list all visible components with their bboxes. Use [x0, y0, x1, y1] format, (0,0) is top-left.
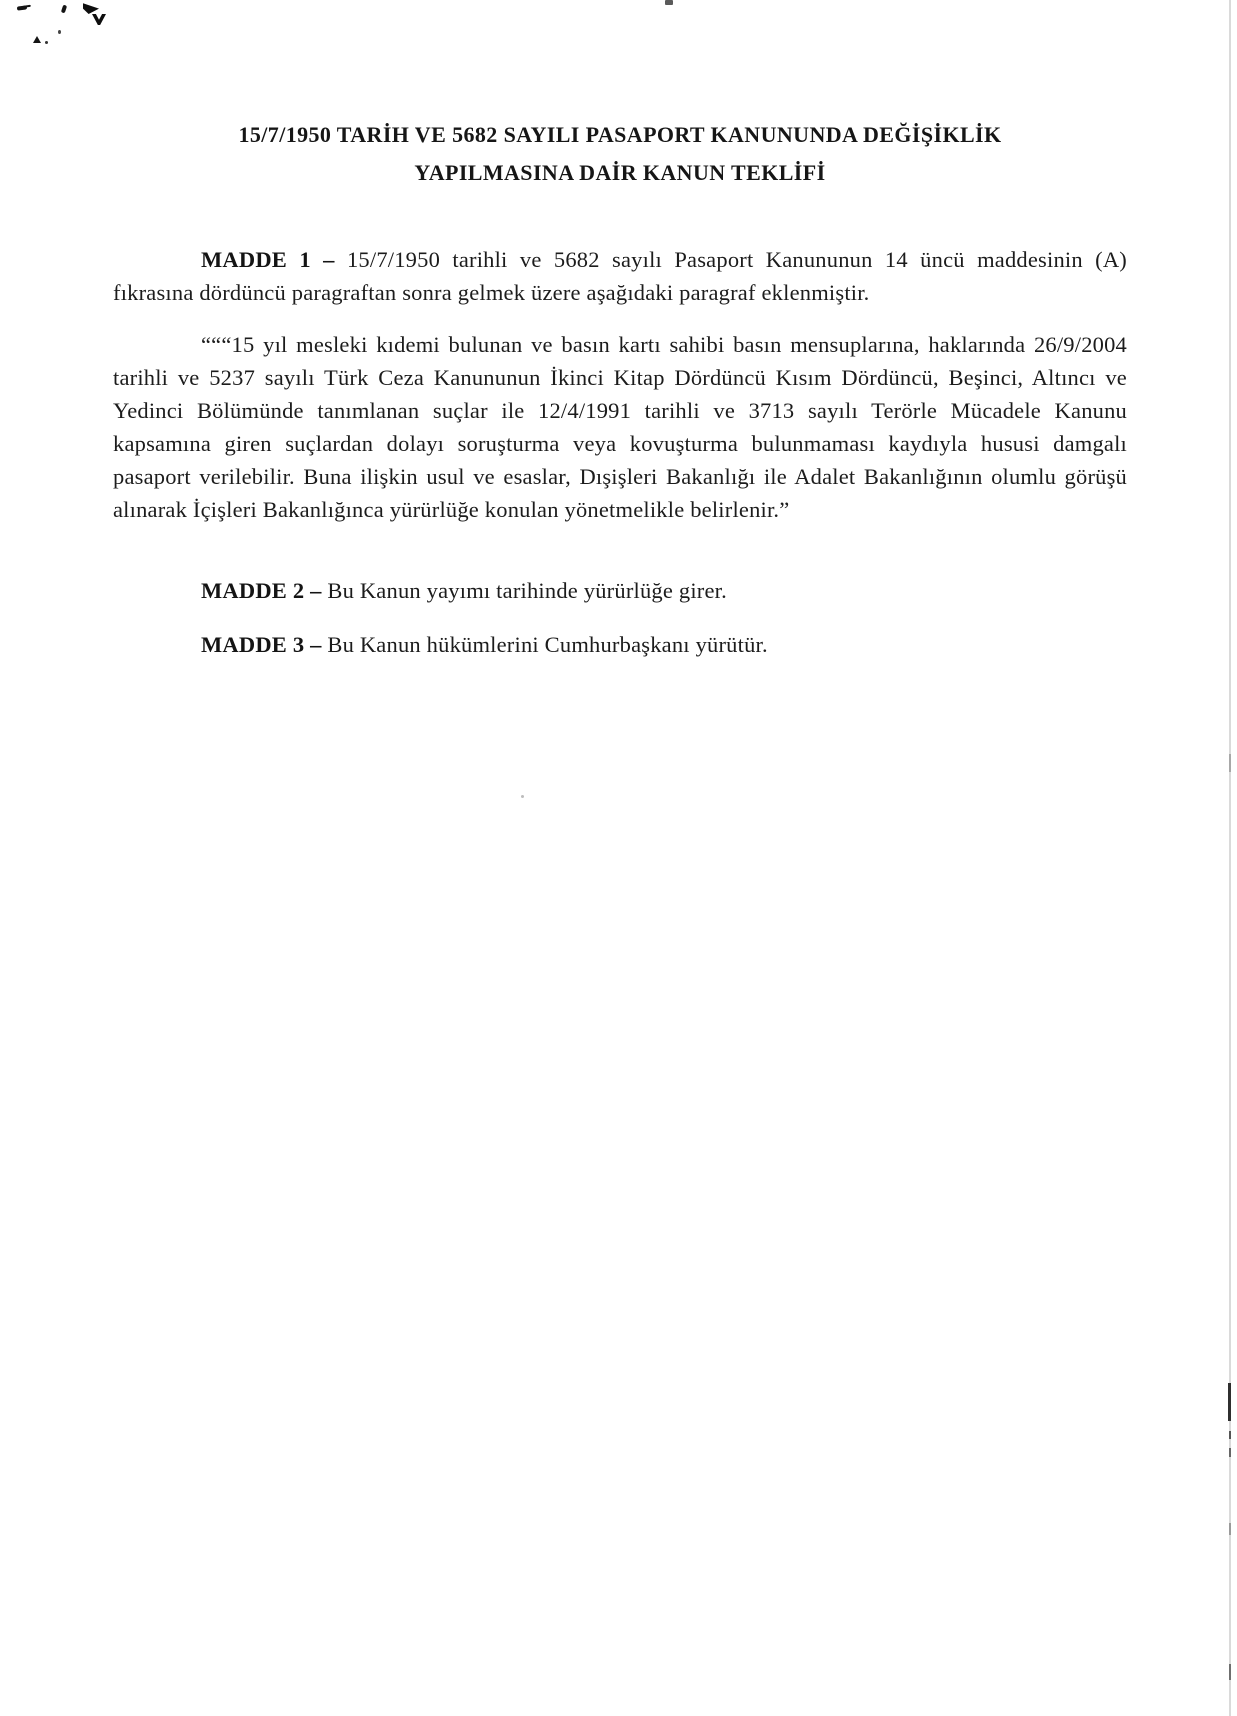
- document-body: [113, 243, 1127, 661]
- scan-artifact: [17, 5, 27, 10]
- scan-edge-mark: [1229, 1664, 1231, 1680]
- article-2-paragraph: [113, 574, 1127, 607]
- scan-edge-mark: [1228, 1383, 1231, 1421]
- article-3-text: Bu Kanun hükümlerini Cumhurbaşkanı yürütür.: [327, 632, 768, 657]
- article-1-label: MADDE 1 –: [201, 247, 335, 272]
- scan-edge-mark: [1229, 1523, 1231, 1535]
- article-2-label: MADDE 2 –: [201, 578, 322, 603]
- article-3-label: MADDE 3 –: [201, 632, 322, 657]
- title-line-1: 15/7/1950 TARİH VE 5682 SAYILI PASAPORT KANUNUNDA DEĞİŞİKLİK: [238, 122, 1002, 147]
- quoted-amendment-text: “““15 yıl mesleki kıdemi bulunan ve basın kartı sahibi basın mensuplarına, haklarında 26/9/2004 tarihli ve 5237 sayılı Türk Ceza Kanununun İkinci Kitap Dördüncü Kısım Dördüncü, Beşinci, Altıncı ve Yedinci Bölümünde tanımlanan suçlar ile 12/4/1991 tarihli ve 3713 sayılı Terörle Mücadele Kanunu kapsamına giren suçlardan dolayı soruşturma veya kovuşturma bulunmaması kaydıyla hususi damgalı pasaport verilebilir. Buna ilişkin usul ve esaslar, Dışişleri Bakanlığı ile Adalet Bakanlığının olumlu görüşü alınarak İçişleri Bakanlığınca yürürlüğe konulan yönetmelikle belirlenir.”: [113, 332, 1127, 522]
- quoted-amendment-paragraph: [113, 328, 1127, 526]
- article-1-paragraph: [113, 243, 1127, 309]
- scan-artifact: [92, 14, 106, 25]
- article-2-text: Bu Kanun yayımı tarihinde yürürlüğe girer.: [327, 578, 727, 603]
- document-title: [113, 116, 1127, 192]
- scan-edge-mark: [1229, 1448, 1231, 1457]
- scan-edge-mark: [1229, 1431, 1231, 1439]
- title-line-2: YAPILMASINA DAİR KANUN TEKLİFİ: [414, 160, 826, 185]
- scan-artifact: [33, 36, 41, 43]
- scan-edge-mark: [1229, 754, 1231, 772]
- scan-artifact: [521, 795, 524, 798]
- scan-artifact: [58, 30, 61, 34]
- article-3-paragraph: [113, 628, 1127, 661]
- scan-artifact: [45, 41, 48, 44]
- scan-edge-line: [1229, 0, 1231, 1716]
- scan-artifact: [61, 5, 67, 14]
- scan-artifact: [83, 2, 99, 14]
- article-1-text: 15/7/1950 tarihli ve 5682 sayılı Pasaport Kanununun 14 üncü maddesinin (A) fıkrasına dördüncü paragraftan sonra gelmek üzere aşağıdaki paragraf eklenmiştir.: [113, 247, 1127, 305]
- scan-artifact: [665, 0, 673, 5]
